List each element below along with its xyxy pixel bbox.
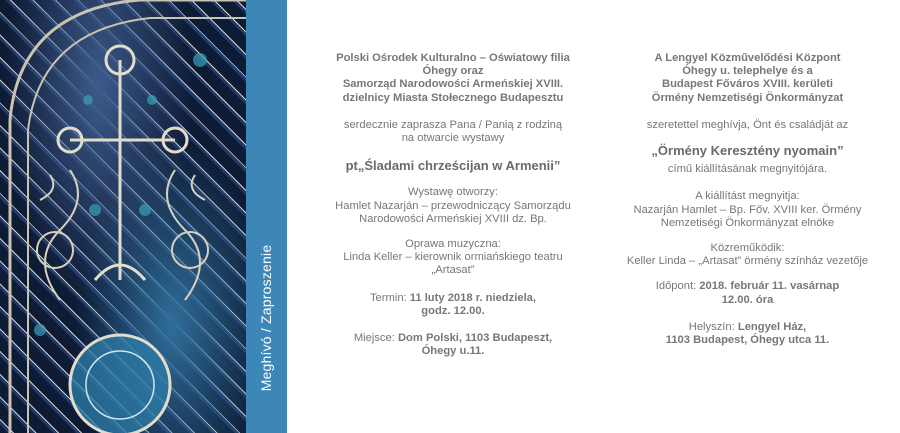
invite-line: na otwarcie wystawy	[401, 132, 505, 145]
opening-line: Narodowości Armeńskiej XVIII dz. Bp.	[359, 212, 547, 225]
invite-line: serdecznie zaprasza Pana / Panią z rodziną	[343, 118, 563, 131]
armenian-cross-tile-image	[0, 0, 246, 433]
hungarian-place	[605, 321, 890, 347]
polish-date	[318, 292, 588, 318]
hungarian-music	[605, 242, 890, 268]
date-value: 11 luty 2018 r. niedziela,	[409, 291, 537, 304]
polish-invitation	[318, 52, 588, 358]
hungarian-date	[605, 280, 890, 306]
organizer-line: Óhegy u. telephelye és a	[682, 65, 813, 78]
date-value: 2018. február 11. vasárnap	[699, 280, 840, 293]
music-line: Linda Keller – kierownik ormiańskiego teatru	[343, 251, 563, 264]
hungarian-opening	[605, 190, 890, 230]
opening-line: Nemzetiségi Önkormányzat elnöke	[660, 216, 835, 229]
date-label: Termin:	[369, 291, 410, 304]
music-line: „Artasat”	[431, 264, 475, 277]
place-value: Dom Polski, 1103 Budapeszt,	[397, 332, 553, 345]
place-value-street: 1103 Budapest, Óhegy utca 11.	[665, 334, 830, 347]
opening-line: A kiállítást megnyitja:	[695, 190, 800, 203]
hungarian-organizers	[605, 52, 890, 105]
opening-line: Wystawę otworzy:	[407, 186, 499, 199]
hungarian-subtitle: című kiállításának megnyitójára.	[667, 163, 828, 176]
opening-line: Nazarján Hamlet – Bp. Főv. XVIII ker. Örmény	[633, 203, 862, 216]
hungarian-invitation	[605, 52, 890, 347]
opening-line: Hamlet Nazarján – przewodniczący Samorządu	[335, 199, 571, 212]
organizer-line: Óhegy oraz	[422, 65, 484, 78]
place-value: Lengyel Ház,	[737, 320, 807, 333]
music-line: Keller Linda – „Artasat” örmény színház vezetője	[626, 255, 869, 268]
polish-exhibition-title: pt„Śladami chrześcijan w Armenii”	[345, 158, 561, 174]
polish-organizers	[318, 52, 588, 105]
place-value-street: Óhegy u.11.	[421, 345, 485, 358]
hungarian-exhibition-title: „Örmény Keresztény nyomain”	[651, 143, 844, 159]
music-line: Közreműködik:	[710, 242, 785, 255]
organizer-line: Samorząd Narodowości Armeńskiej XVIII.	[342, 78, 564, 91]
music-line: Oprawa muzyczna:	[405, 238, 501, 251]
organizer-line: Budapest Főváros XVIII. kerületi	[662, 78, 833, 91]
place-label: Miejsce:	[353, 332, 398, 345]
polish-music	[318, 238, 588, 278]
polish-opening	[318, 186, 588, 226]
polish-place	[318, 332, 588, 358]
time-value: godz. 12.00.	[421, 304, 485, 317]
ornament-pattern-graphic	[0, 0, 246, 433]
date-label: Időpont:	[655, 280, 700, 293]
organizer-line: Polski Ośrodek Kulturalno – Oświatowy filia	[336, 52, 570, 64]
polish-invite-text	[318, 119, 588, 145]
place-label: Helyszín:	[688, 320, 738, 333]
sidebar-label: Meghívó / Zaproszenie	[258, 244, 274, 392]
organizer-line: A Lengyel Közművelődési Központ	[654, 52, 841, 64]
time-value: 12.00. óra	[721, 293, 774, 306]
hungarian-invite-text: szeretettel meghívja, Önt és családját az	[646, 118, 849, 131]
organizer-line: Örmény Nemzetiségi Önkormányzat	[651, 91, 844, 104]
organizer-line: dzielnicy Miasta Stołecznego Budapesztu	[342, 91, 564, 104]
